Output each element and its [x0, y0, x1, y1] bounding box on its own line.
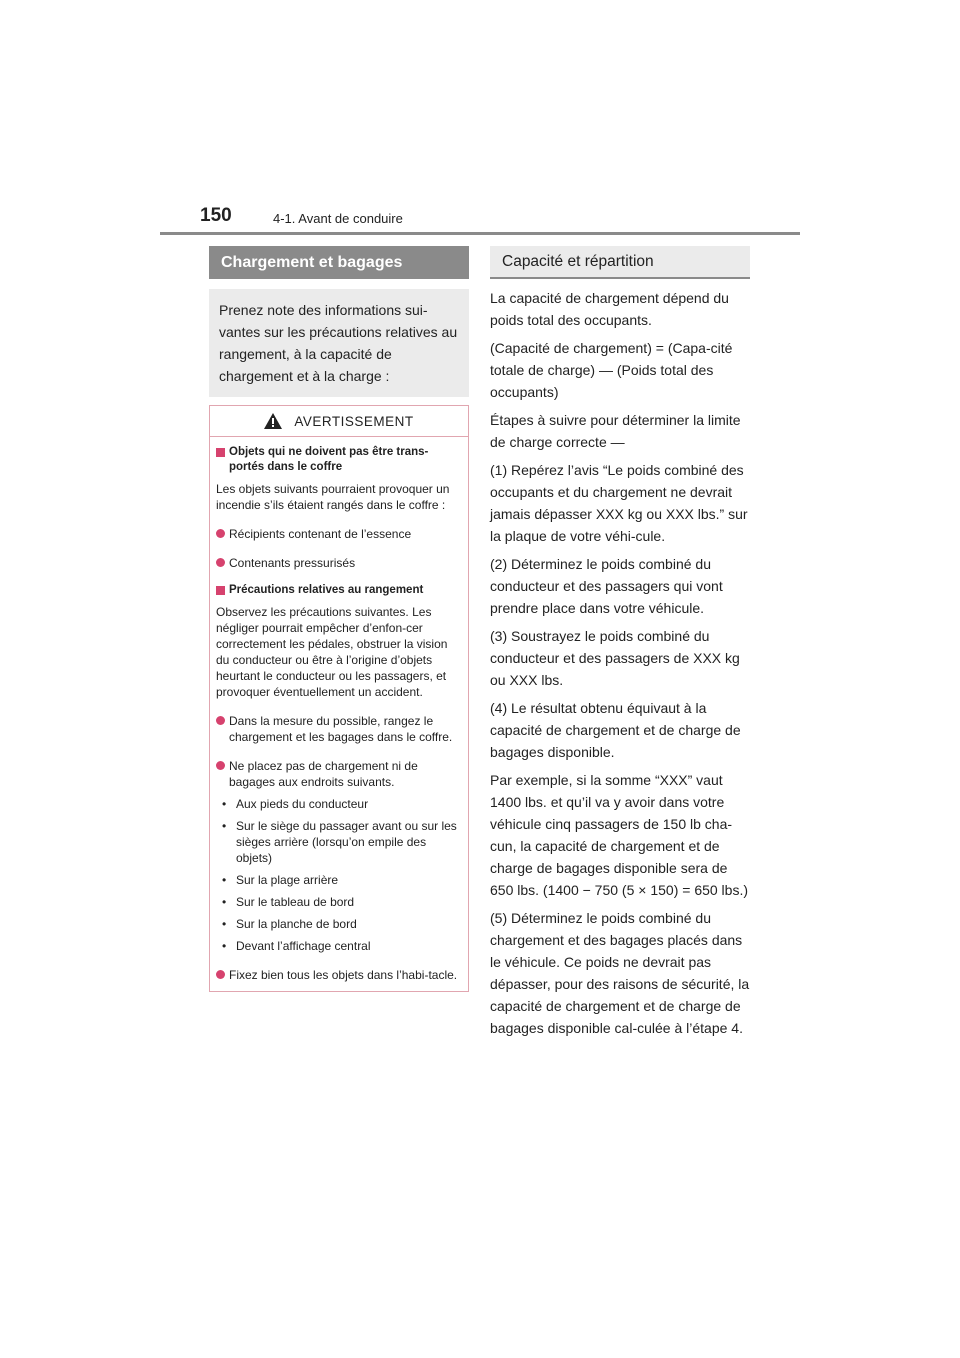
body-paragraph: (1) Repérez l’avis “Le poids combiné des occupants et du chargement ne devrait jamais dépasser XXX kg ou XXX lbs.” sur la plaque de votre véhi-cule. — [490, 462, 748, 544]
warning-paragraph: Observez les précautions suivantes. Les négliger pourrait empêcher d’enfon-cer correctement les pédales, obstruer la vision du conducteur ou être à l’origine d’objets heurtant le conducteur ou les passagers, et provoquer éventuellement un accident. — [216, 605, 448, 699]
square-bullet-icon — [216, 448, 225, 457]
circle-bullet-icon — [216, 558, 225, 567]
warning-paragraph: Les objets suivants pourraient provoquer un incendie s’ils étaient rangés dans le coffre : — [216, 482, 450, 512]
list-item — [216, 758, 462, 790]
body-paragraph: Par exemple, si la somme “XXX” vaut 1400 lbs. et qu’il va y avoir dans votre véhicule cinq passagers de 150 lb cha-cun, la capacité de chargement et de charge de bagages disponible sera de 650 lbs. (1400 − 750 (5 × 150) = 650 lbs.) — [490, 772, 749, 898]
intro-box: Prenez note des informations sui-vantes sur les précautions relatives au rangement, à la capacité de chargement et à la charge : — [209, 289, 469, 397]
circle-bullet-icon — [216, 716, 225, 725]
list-item — [216, 967, 462, 983]
body-paragraph: (5) Déterminez le poids combiné du chargement et des bagages placés dans le véhicule. Ce poids ne devrait pas dépasser, pour des raisons de sécurité, la capacité de chargement et de charge de bagages disponible cal-culée à l’étape 4. — [490, 910, 750, 1036]
warning-triangle-icon — [264, 413, 282, 429]
dot-list-item — [216, 916, 462, 932]
subheading-text: Objets qui ne doivent pas être trans-portés dans le coffre — [229, 446, 429, 473]
dot-bullet: • — [222, 873, 227, 887]
warning-subheading — [216, 445, 462, 475]
dot-list-item — [216, 938, 462, 954]
left-column — [209, 246, 469, 992]
warning-box — [209, 405, 469, 992]
list-item-text: Dans la mesure du possible, rangez le chargement et les bagages dans le coffre. — [229, 714, 453, 744]
dot-list-item — [216, 894, 462, 910]
list-item-text: Ne placez pas de chargement ni de bagages aux endroits suivants. — [229, 759, 418, 789]
dot-list — [216, 796, 462, 954]
body-paragraph: (2) Déterminez le poids combiné du conducteur et des passagers qui vont prendre place dans votre véhicule. — [490, 556, 723, 616]
dot-item-text: Devant l’affichage central — [236, 939, 371, 953]
dot-bullet: • — [222, 895, 227, 909]
dot-list-item — [216, 796, 462, 812]
dot-item-text: Sur la plage arrière — [236, 873, 339, 887]
subheading-text: Précautions relatives au rangement — [229, 584, 424, 596]
dot-list-item — [216, 818, 462, 866]
subsection-title: Capacité et répartition — [502, 252, 654, 270]
circle-bullet-icon — [216, 761, 225, 770]
body-paragraph: (Capacité de chargement) = (Capa-cité totale de charge) — (Poids total des occupants) — [490, 340, 733, 400]
dot-list-item — [216, 872, 462, 888]
header-divider — [160, 232, 800, 235]
list-item-text: Récipients contenant de l’essence — [229, 527, 412, 541]
body-paragraph: La capacité de chargement dépend du poids total des occupants. — [490, 290, 729, 328]
list-item-text: Contenants pressurisés — [229, 556, 356, 570]
dot-item-text: Sur le tableau de bord — [236, 895, 355, 909]
body-paragraph: Étapes à suivre pour déterminer la limite de charge correcte — — [490, 412, 741, 450]
list-item — [216, 555, 462, 571]
list-item-text: Fixez bien tous les objets dans l’habi-tacle. — [229, 968, 458, 982]
dot-bullet: • — [222, 917, 227, 931]
body-paragraph: (4) Le résultat obtenu équivaut à la capacité de chargement et de charge de bagages disponible. — [490, 700, 741, 760]
square-bullet-icon — [216, 586, 225, 595]
circle-bullet-icon — [216, 529, 225, 538]
subsection-title-bar — [490, 246, 750, 279]
circle-bullet-icon — [216, 970, 225, 979]
warning-header — [210, 406, 468, 437]
list-item — [216, 713, 462, 745]
dot-bullet: • — [222, 939, 227, 953]
warning-subheading — [216, 583, 462, 598]
warning-label: AVERTISSEMENT — [294, 413, 414, 429]
dot-item-text: Sur le siège du passager avant ou sur les sièges arrière (lorsqu’on empile des objets) — [236, 819, 457, 865]
section-title: 4-1. Avant de conduire — [273, 211, 403, 226]
body-paragraph: (3) Soustrayez le poids combiné du conducteur et des passagers de XXX kg ou XXX lbs. — [490, 628, 740, 688]
right-column — [490, 246, 750, 1039]
page-number: 150 — [200, 205, 232, 226]
list-item — [216, 526, 462, 542]
dot-bullet: • — [222, 797, 227, 811]
chapter-title-bar — [209, 246, 469, 279]
dot-item-text: Aux pieds du conducteur — [236, 797, 369, 811]
dot-item-text: Sur la planche de bord — [236, 917, 357, 931]
chapter-title: Chargement et bagages — [221, 253, 403, 271]
dot-bullet: • — [222, 819, 227, 833]
